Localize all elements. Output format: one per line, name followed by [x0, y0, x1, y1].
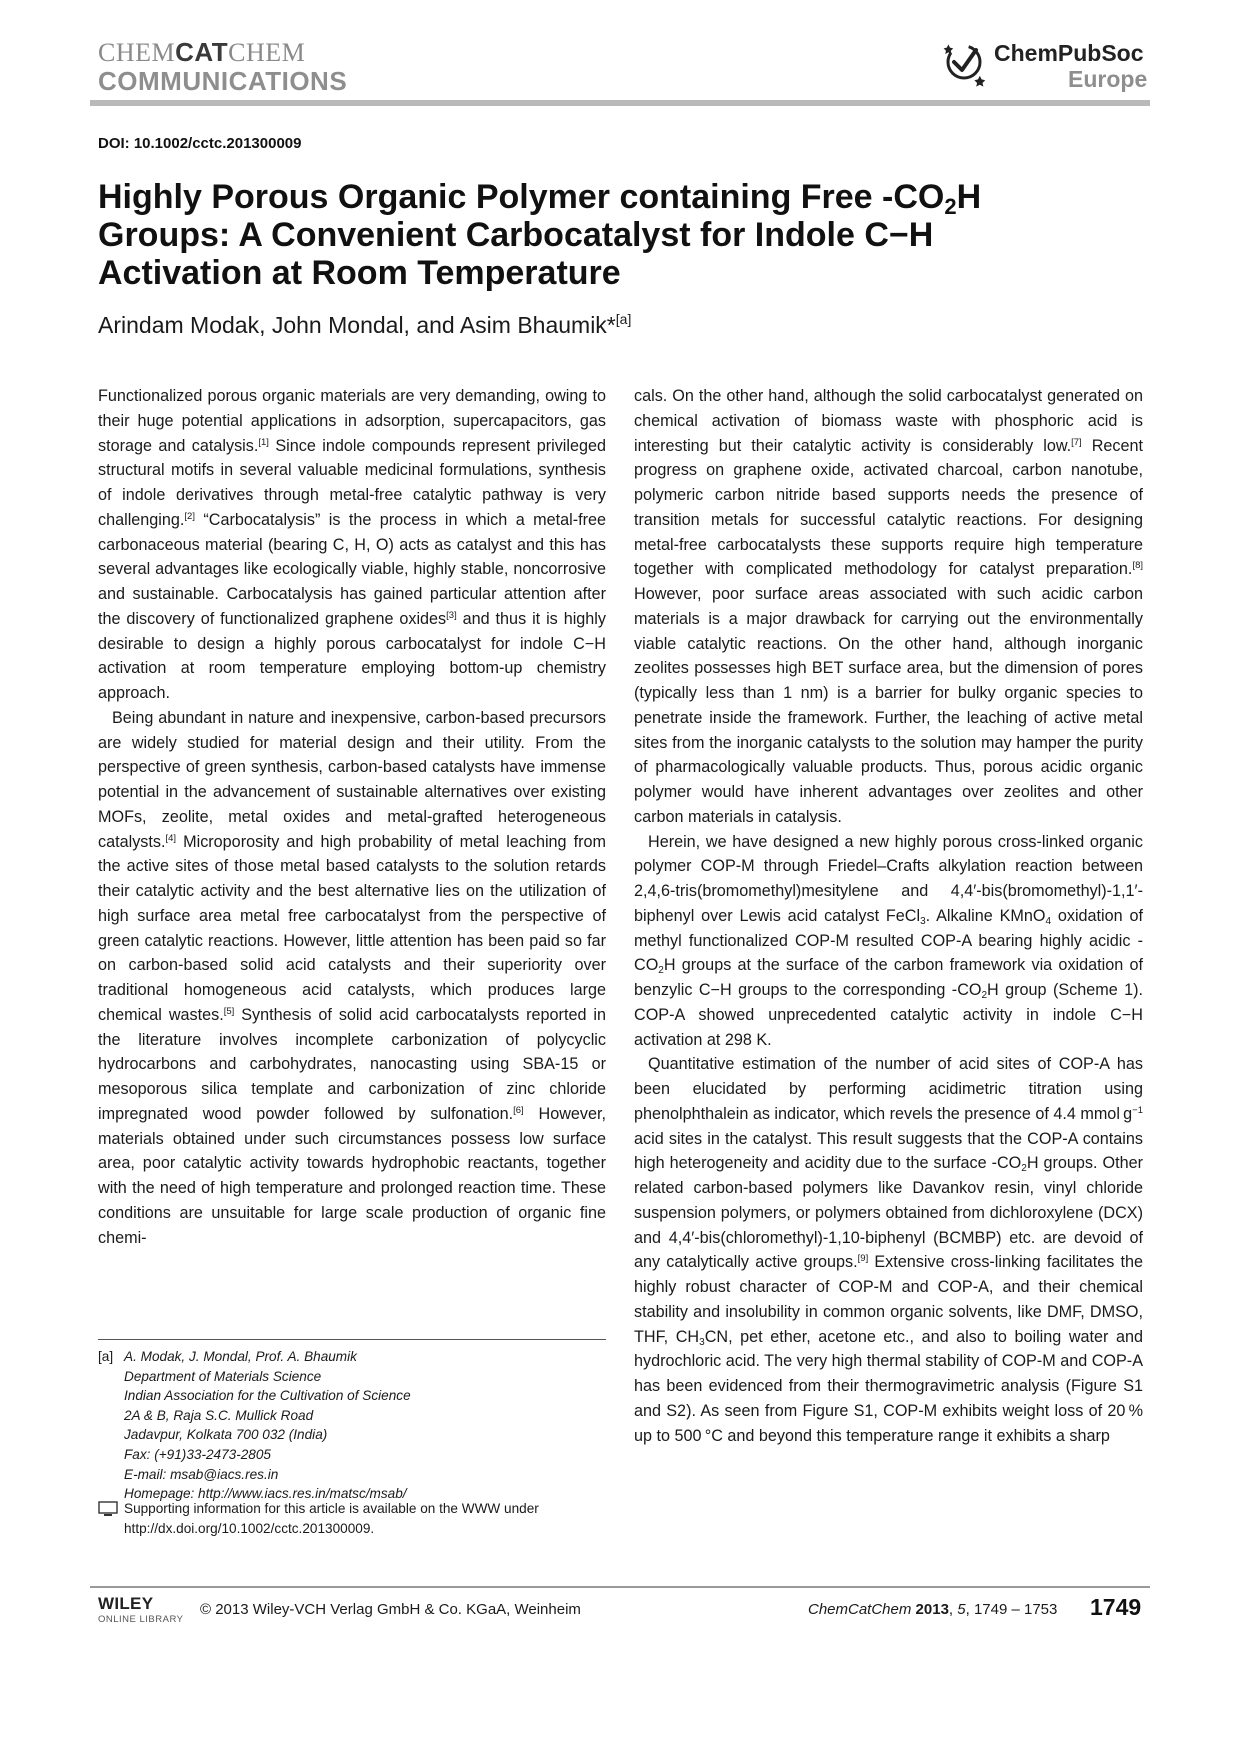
paragraph: [98, 384, 606, 706]
citation-ref: [9]: [857, 1253, 869, 1265]
text-run: However, poor surface areas associated with such acidic carbon materials is a major drawback for carrying out the environmentally viable catalytic reactions. On the other hand, although inorganic zeolites possesses high BET surface area, but the dimension of pores (typically less than 1 nm) is a barrier for bulky organic species to penetrate inside the framework. Further, the leaching of active metal sites from the inorganic catalysts to the solution may hamper the purity of pharmacologically valuable products. Thus, porous acidic organic polymer would have inherent advantages over zeolites and other carbon materials in catalysis.: [634, 585, 1143, 826]
text-run: Microporosity and high probability of metal leaching from the active sites of those metal based catalysts to the solution retards their catalytic activity and the best alternative lies on the utilization of high surface area metal free carbocatalyst from the perspective of green catalytic reactions. However, little attention has been paid so far on carbon-based solid acid catalysts and their superiority over traditional homogeneous acid catalysts, which produces large chemical wastes.: [98, 832, 606, 1024]
authors: Arindam Modak, John Mondal, and Asim Bhaumik*[a]: [98, 311, 632, 338]
text-run: Since indole compounds represent privileged structural motifs in several valuable medicinal formulations, synthesis of indole derivatives through metal-free catalytic pathway is very challenging.: [98, 436, 606, 529]
paragraph: [634, 1052, 1143, 1448]
article-title: [98, 178, 1148, 292]
affiliation-line: Indian Association for the Cultivation of Science: [124, 1388, 411, 1404]
supporting-info-text: Supporting information for this article is available on the WWW under http://dx.doi.org/10.1002/cctc.201300009.: [124, 1501, 539, 1536]
subscript: 2: [658, 965, 664, 977]
text-run: acid sites in the catalyst. This result suggests that the COP-A contains high heterogeneity and acidity due to the surface -CO: [634, 1129, 1143, 1173]
affiliation-homepage: Homepage: http://www.iacs.res.in/matsc/msab/: [124, 1486, 407, 1502]
paragraph: [634, 384, 1143, 830]
affiliation-line: Jadavpur, Kolkata 700 032 (India): [124, 1427, 328, 1443]
text-run: However, materials obtained under such circumstances possess low surface area, poor catalytic activity towards hydrophobic reactants, together with the need of high temperature and prolonged reaction time. These conditions are unsuitable for large scale production of organic fine chemi-: [98, 1104, 606, 1247]
affiliation-line: Fax: (+91)33-2473-2805: [124, 1446, 271, 1462]
publisher-seal-icon: [942, 38, 988, 90]
doi: DOI: 10.1002/cctc.201300009: [98, 135, 302, 152]
text-run: H groups at the surface of the carbon framework via oxidation of benzylic C−H groups to the corresponding -CO: [634, 956, 1143, 999]
footnote-rule: [98, 1339, 606, 1340]
section-label: COMMUNICATIONS: [98, 66, 348, 96]
citation-ref: [2]: [184, 510, 195, 522]
text-run: and thus it is highly desirable to design a highly porous carbocatalyst for indole C−H activation at room temperature employing bottom-up chemistry approach.: [98, 609, 606, 702]
text-run: CN, pet ether, acetone etc., and also to boiling water and hydrochloric acid. The very high thermal stability of COP-M and COP-A has been evidenced from their thermogravimetric analysis (Figure S1 and S2). As seen from Figure S1, COP-M exhibits weight loss of 20 % up to 500 °C and beyond this temperature range it exhibits a sharp: [634, 1327, 1143, 1445]
citation-ref: [5]: [223, 1005, 235, 1017]
subscript: 2: [1021, 1163, 1027, 1175]
citation-ref: [3]: [446, 609, 457, 621]
paragraph: [634, 830, 1143, 1053]
text-run: Extensive cross-linking facilitates the highly robust character of COP-M and COP-A, and their chemical stability and insolubility in common organic solvents, like DMF, DMSO, THF, CH: [634, 1253, 1144, 1346]
affiliation-lines: [124, 1347, 411, 1504]
text-run: . Alkaline KMnO: [925, 906, 1046, 925]
citation-ref: [7]: [1071, 436, 1082, 448]
publisher-logo: [940, 34, 1150, 94]
copyright: © 2013 Wiley-VCH Verlag GmbH & Co. KGaA, Weinheim: [200, 1601, 581, 1618]
text-run: Herein, we have designed a new highly porous cross-linked organic polymer COP-M through Friedel–Crafts alkylation reaction between 2,4,6-tris(bromomethyl)mesitylene and 4,4′-bis(bromomethyl)-1,1′-biphenyl over Lewis acid catalyst FeCl: [634, 832, 1143, 925]
footer-rule: [90, 1586, 1150, 1588]
title-line-3: Activation at Room Temperature: [98, 254, 621, 292]
title-line-2: Groups: A Convenient Carbocatalyst for Indole C−H: [98, 216, 934, 254]
text-run: Being abundant in nature and inexpensive, carbon-based precursors are widely studied for material design and their utility. From the perspective of green synthesis, carbon-based catalysts have immense potential in the advancement of sustainable alternatives over existing MOFs, zeolite, metal oxides and metal-grafted heterogeneous catalysts.: [98, 708, 606, 851]
subscript: 2: [981, 990, 988, 1001]
citation-ref: −1: [1132, 1104, 1143, 1116]
text-run: Recent progress on graphene oxide, activated charcoal, carbon nanotube, polymeric carbon nitride based supports needs the presence of transition metals for successful catalytic reactions. For designing metal-free carbocatalysts these supports require high temperature together with complicated methodology for catalyst preparation.: [634, 436, 1143, 579]
body-column-right: [634, 384, 1143, 1448]
computer-icon: [98, 1501, 118, 1517]
text-run: Quantitative estimation of the number of acid sites of COP-A has been elucidated by performing acidimetric titration using phenolphthalein as indicator, which revels the presence of 4.4 mmol g: [634, 1055, 1143, 1123]
text-run: cals. On the other hand, although the solid carbocatalyst generated on chemical activation of biomass waste with phosphoric acid is interesting but their catalytic activity is considerably low.: [634, 387, 1143, 455]
text-run: H group (Scheme 1). COP-A showed unprecedented catalytic activity in indole C−H activation at 298 K.: [634, 981, 1144, 1049]
header-rule: [90, 100, 1150, 106]
citation-ref: [1]: [258, 436, 269, 448]
text-run: oxidation of methyl functionalized COP-M resulted COP-A bearing highly acidic -CO: [634, 906, 1143, 975]
footnote-mark: [a]: [98, 1349, 114, 1364]
wiley-logo: [98, 1594, 192, 1628]
page-number: 1749: [1090, 1594, 1142, 1620]
text-run: “Carbocatalysis” is the process in which a metal-free carbonaceous material (bearing C, H, O) acts as catalyst and this has several advantages like ecologically viable, highly stable, noncorrosive and sustainable. Carbocatalysis has gained particular attention after the discovery of functionalized graphene oxides: [98, 510, 606, 628]
subscript: 3: [699, 1336, 705, 1348]
affiliation-line: A. Modak, J. Mondal, Prof. A. Bhaumik: [124, 1349, 357, 1364]
subscript: 3: [920, 915, 926, 927]
affiliation-line: 2A & B, Raja S.C. Mullick Road: [124, 1407, 314, 1423]
affiliation-email: E-mail: msab@iacs.res.in: [124, 1466, 279, 1482]
text-run: Synthesis of solid acid carbocatalysts reported in the literature involves incomplete carbonization of polycyclic hydrocarbons and carbohydrates, nanocasting using SBA-15 or mesoporous silica template and carbonization of zinc chloride impregnated wood powder followed by sulfonation.: [98, 1005, 606, 1123]
citation-ref: [8]: [1132, 560, 1143, 572]
publisher-name: ChemPubSoc: [994, 40, 1144, 66]
title-line-1: Highly Porous Organic Polymer containing Free $-CO_2H$: [98, 178, 982, 219]
subscript: 4: [1045, 915, 1052, 927]
paragraph: [98, 706, 606, 1251]
wiley-name: WILEY: [98, 1594, 154, 1613]
citation: ChemCatChem 2013, 5, 1749 – 1753: [808, 1601, 1058, 1618]
affiliation-line: Department of Materials Science: [124, 1368, 322, 1384]
journal-name: CHEMCATCHEM: [98, 37, 306, 67]
text-run: H groups. Other related carbon-based polymers like Davankov resin, vinyl chloride suspension polymers, or polymers obtained from dichloroxylene (DCX) and 4,4′-bis(chloromethyl)-1,10-biphenyl (BCMBP) etc. are devoid of any catalytically active groups.: [634, 1154, 1143, 1272]
text-run: Functionalized porous organic materials are very demanding, owing to their huge potential applications in adsorption, supercapacitors, gas storage and catalysis.: [98, 387, 606, 455]
publisher-region: Europe: [1068, 66, 1148, 92]
citation-ref: [4]: [165, 832, 177, 844]
body-column-left: [98, 384, 606, 1250]
wiley-subtitle: ONLINE LIBRARY: [98, 1614, 184, 1625]
citation-ref: [6]: [513, 1104, 524, 1116]
